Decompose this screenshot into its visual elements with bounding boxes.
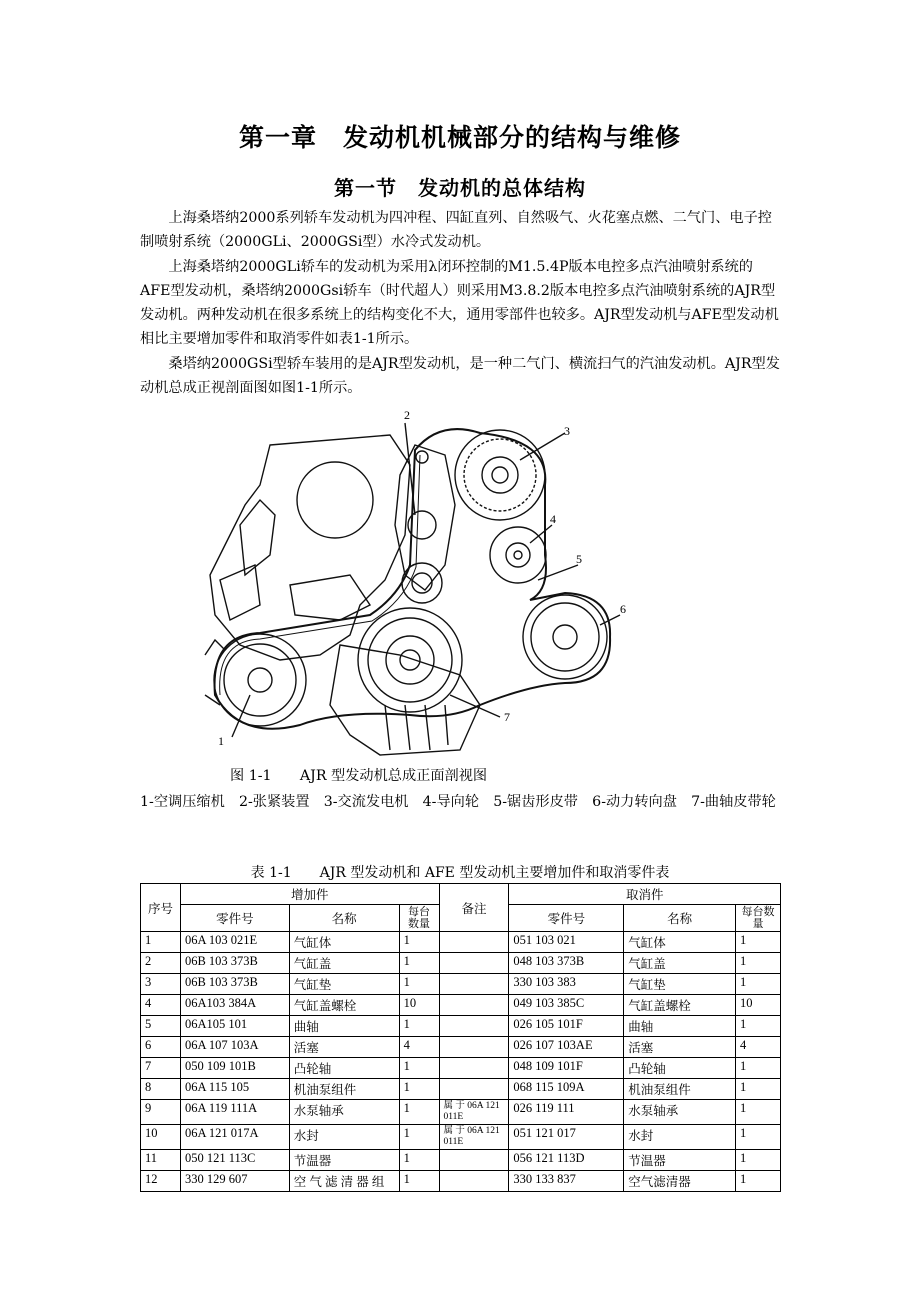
removed-name: 气缸盖 (624, 953, 736, 974)
row-seq: 7 (141, 1058, 181, 1079)
figure-caption: 图 1-1 AJR 型发动机总成正面剖视图 (230, 768, 488, 784)
figure-legend: 1-空调压缩机 2-张紧装置 3-交流发电机 4-导向轮 5-锯齿形皮带 6-动力转向盘 7-曲轴皮带轮 (140, 794, 776, 810)
table-row (141, 1079, 781, 1100)
removed-qty: 10 (736, 995, 781, 1016)
removed-part-no: 049 103 385C (509, 995, 624, 1016)
callout-5: 5 (576, 552, 582, 566)
note (439, 995, 509, 1016)
added-name: 活塞 (289, 1037, 399, 1058)
removed-part-no: 056 121 113D (509, 1150, 624, 1171)
removed-qty: 1 (736, 1016, 781, 1037)
removed-name: 空气滤清器 (624, 1171, 736, 1192)
removed-qty: 4 (736, 1037, 781, 1058)
removed-part-no: 051 121 017 (509, 1125, 624, 1150)
row-seq: 6 (141, 1037, 181, 1058)
callout-3: 3 (564, 424, 570, 438)
added-part-no: 06A 115 105 (180, 1079, 289, 1100)
removed-name: 曲轴 (624, 1016, 736, 1037)
removed-name: 机油泵组件 (624, 1079, 736, 1100)
header-added: 增加件 (180, 884, 439, 905)
removed-qty: 1 (736, 1058, 781, 1079)
added-qty: 1 (399, 1016, 439, 1037)
added-part-no: 330 129 607 (180, 1171, 289, 1192)
removed-name: 水泵轴承 (624, 1100, 736, 1125)
paragraph-2: 上海桑塔纳2000GLi轿车的发动机为采用λ闭环控制的M1.5.4P版本电控多点汽油喷射系统的AFE型发动机，桑塔纳2000Gsi轿车（时代超人）则采用M3.8.2版本电控多点汽油喷射系统的AJR型发动机。两种发动机在很多系统上的结构变化不大，通用零部件也较多。AJR型发动机与AFE型发动机相比主要增加零件和取消零件如表1-1所示。 (140, 258, 779, 348)
note (439, 1058, 509, 1079)
removed-name: 气缸体 (624, 932, 736, 953)
table-row (141, 932, 781, 953)
added-part-no: 06B 103 373B (180, 974, 289, 995)
table-row (141, 1150, 781, 1171)
removed-qty: 1 (736, 932, 781, 953)
added-part-no: 06A103 384A (180, 995, 289, 1016)
callout-7: 7 (504, 710, 510, 724)
added-name: 气缸盖螺栓 (289, 995, 399, 1016)
note (439, 1079, 509, 1100)
added-name: 气缸垫 (289, 974, 399, 995)
parts-table (140, 883, 781, 1192)
note: 属 于 06A 121 011E (439, 1125, 509, 1150)
header-removed: 取消件 (509, 884, 781, 905)
note (439, 953, 509, 974)
added-name: 水泵轴承 (289, 1100, 399, 1125)
header-removed-qty: 每台数量 (736, 905, 781, 932)
added-qty: 4 (399, 1037, 439, 1058)
added-name: 凸轮轴 (289, 1058, 399, 1079)
header-removed-part-no: 零件号 (509, 905, 624, 932)
added-part-no: 050 109 101B (180, 1058, 289, 1079)
callout-1: 1 (218, 734, 224, 748)
header-added-qty: 每台数量 (399, 905, 439, 932)
note (439, 974, 509, 995)
row-seq: 8 (141, 1079, 181, 1100)
removed-qty: 1 (736, 1171, 781, 1192)
removed-qty: 1 (736, 1125, 781, 1150)
added-part-no: 06A 107 103A (180, 1037, 289, 1058)
table-row (141, 1125, 781, 1150)
header-added-part-no: 零件号 (180, 905, 289, 932)
note (439, 1037, 509, 1058)
alternator-pulley (455, 430, 545, 520)
added-part-no: 06B 103 373B (180, 953, 289, 974)
row-seq: 12 (141, 1171, 181, 1192)
note (439, 1171, 509, 1192)
chapter-title: 第一章 发动机机械部分的结构与维修 (238, 123, 681, 152)
added-qty: 1 (399, 1150, 439, 1171)
added-qty: 1 (399, 1058, 439, 1079)
removed-part-no: 026 119 111 (509, 1100, 624, 1125)
row-seq: 5 (141, 1016, 181, 1037)
row-seq: 9 (141, 1100, 181, 1125)
added-name: 机油泵组件 (289, 1079, 399, 1100)
removed-qty: 1 (736, 1150, 781, 1171)
removed-part-no: 048 103 373B (509, 953, 624, 974)
added-name: 气缸体 (289, 932, 399, 953)
added-qty: 1 (399, 932, 439, 953)
removed-name: 气缸盖螺栓 (624, 995, 736, 1016)
paragraph-1: 上海桑塔纳2000系列轿车发动机为四冲程、四缸直列、自然吸气、火花塞点燃、二气门、电子控制喷射系统（2000GLi、2000GSi型）水冷式发动机。 (140, 210, 772, 251)
table-row (141, 995, 781, 1016)
added-part-no: 06A 103 021E (180, 932, 289, 953)
tensioner-arm (395, 445, 455, 590)
table-row (141, 1058, 781, 1079)
added-qty: 1 (399, 953, 439, 974)
table-row (141, 1171, 781, 1192)
removed-part-no: 026 105 101F (509, 1016, 624, 1037)
removed-part-no: 048 109 101F (509, 1058, 624, 1079)
table-row (141, 974, 781, 995)
removed-name: 节温器 (624, 1150, 736, 1171)
note (439, 1016, 509, 1037)
table-caption: 表 1-1 AJR 型发动机和 AFE 型发动机主要增加件和取消零件表 (250, 865, 670, 881)
removed-name: 气缸垫 (624, 974, 736, 995)
removed-part-no: 330 133 837 (509, 1171, 624, 1192)
note: 属 于 06A 121 011E (439, 1100, 509, 1125)
added-name: 空 气 滤 清 器 组 (289, 1171, 399, 1192)
removed-qty: 1 (736, 953, 781, 974)
removed-part-no: 068 115 109A (509, 1079, 624, 1100)
table-row (141, 1037, 781, 1058)
added-part-no: 050 121 113C (180, 1150, 289, 1171)
removed-name: 凸轮轴 (624, 1058, 736, 1079)
table-row (141, 1100, 781, 1125)
callout-2: 2 (404, 408, 410, 422)
note (439, 1150, 509, 1171)
table-row (141, 1016, 781, 1037)
row-seq: 4 (141, 995, 181, 1016)
power-steering-pulley (523, 595, 607, 679)
removed-name: 活塞 (624, 1037, 736, 1058)
row-seq: 2 (141, 953, 181, 974)
added-name: 水封 (289, 1125, 399, 1150)
header-note: 备注 (439, 884, 509, 932)
row-seq: 11 (141, 1150, 181, 1171)
removed-qty: 1 (736, 1079, 781, 1100)
header-added-name: 名称 (289, 905, 399, 932)
paragraph-3: 桑塔纳2000GSi型轿车装用的是AJR型发动机，是一种二气门、横流扫气的汽油发动机。AJR型发动机总成正视剖面图如图1-1所示。 (140, 355, 780, 397)
callout-4: 4 (550, 512, 556, 526)
row-seq: 10 (141, 1125, 181, 1150)
added-qty: 1 (399, 1079, 439, 1100)
header-seq: 序号 (141, 884, 181, 932)
added-qty: 1 (399, 1125, 439, 1150)
added-qty: 10 (399, 995, 439, 1016)
crankshaft-pulley (358, 608, 462, 712)
section-title: 第一节 发动机的总体结构 (334, 176, 586, 200)
callout-6: 6 (620, 602, 626, 616)
added-part-no: 06A105 101 (180, 1016, 289, 1037)
body-text (140, 206, 780, 400)
note (439, 932, 509, 953)
idler-pulley (490, 527, 546, 583)
added-name: 节温器 (289, 1150, 399, 1171)
engine-block-outline (210, 435, 410, 660)
removed-qty: 1 (736, 974, 781, 995)
added-name: 气缸盖 (289, 953, 399, 974)
added-qty: 1 (399, 1100, 439, 1125)
removed-qty: 1 (736, 1100, 781, 1125)
removed-part-no: 051 103 021 (509, 932, 624, 953)
engine-front-section-figure (200, 405, 660, 760)
header-removed-name: 名称 (624, 905, 736, 932)
removed-part-no: 026 107 103AE (509, 1037, 624, 1058)
removed-name: 水封 (624, 1125, 736, 1150)
row-seq: 1 (141, 932, 181, 953)
added-qty: 1 (399, 974, 439, 995)
table-row (141, 953, 781, 974)
added-qty: 1 (399, 1171, 439, 1192)
added-name: 曲轴 (289, 1016, 399, 1037)
removed-part-no: 330 103 383 (509, 974, 624, 995)
row-seq: 3 (141, 974, 181, 995)
added-part-no: 06A 119 111A (180, 1100, 289, 1125)
added-part-no: 06A 121 017A (180, 1125, 289, 1150)
